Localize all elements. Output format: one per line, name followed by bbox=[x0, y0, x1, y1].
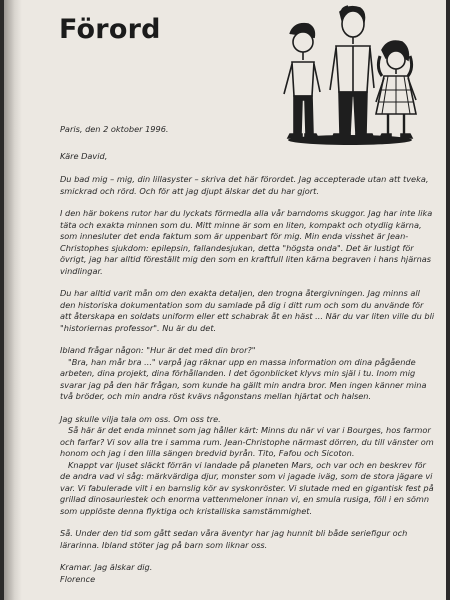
page-title: Förord bbox=[59, 14, 161, 45]
paragraph: "Bra, han mår bra ..." varpå jag räknar upp en massa information om dina pågående arbeten, dina projekt, dina förhållanden. I det ögonblicket klyvs min själ i tu. Inom mig svarar jag på den här frågan, som kunde ha gällt min andra bror. Men ingen känner mina två bröder, och min andra röst kvävs någonstans mellan hjärtat och halsen. bbox=[60, 356, 427, 401]
paragraph: Så här är det enda minnet som jag håller kärt: Minns du när vi var i Bourges, hos farmor och farfar? Vi sov alla tre i samma rum. Jean-Christophe närmast dörren, du till vänster om honom och jag i den lilla sängen bredvid byrån. Tito, Fafou och Sicoton. bbox=[60, 425, 434, 458]
foreword-body bbox=[60, 124, 436, 585]
paragraph: I den här bokens rutor har du lyckats förmedla alla vår barndoms skuggor. Jag har inte lika täta och exakta minnen som du. Mitt minne är som en liten, kompakt och otydlig kärna, som innesluter det enda faktum som är uppenbart för mig. Min enda visshet är Jean-Christophes sjukdom: epilepsin, fallandesjukan, detta "högsta onda". Det är lustigt för övrigt, jag har alltid föreställt mig den som en kraftfull liten kärna begraven i hans hjärnas vindlingar. bbox=[60, 208, 433, 276]
closing: Kramar. Jag älskar dig. bbox=[60, 562, 153, 572]
paragraph: Du har alltid varit mån om den exakta detaljen, den trogna återgivningen. Jag minns all den historiska dokumentation som du samlade på dig i ditt rum och som du använde för att återskapa en soldats uniform eller ett schabrak åt en häst ... När du var liten ville du bli "historiernas professor". Nu är du det. bbox=[60, 288, 435, 333]
paragraph: Du bad mig – mig, din lillasyster – skriva det här förordet. Jag accepterade utan att tveka, smickrad och rörd. Och för att jag djupt älskar det du har gjort. bbox=[60, 174, 429, 196]
signature: Florence bbox=[60, 573, 96, 584]
paragraph: Ibland frågar någon: "Hur är det med din bror?" bbox=[60, 345, 256, 355]
paragraph: Så. Under den tid som gått sedan våra äventyr har jag hunnit bli både seriefigur och lärarinna. Ibland stöter jag på barn som liknar oss. bbox=[60, 528, 408, 550]
salutation: Käre David, bbox=[60, 150, 108, 161]
dateline: Paris, den 2 oktober 1996. bbox=[60, 124, 169, 134]
paragraph: Jag skulle vilja tala om oss. Om oss tre. bbox=[60, 413, 221, 424]
book-page bbox=[4, 0, 446, 600]
page-gutter-shadow bbox=[4, 0, 22, 600]
paragraph: Knappt var ljuset släckt förrän vi landade på planeten Mars, och var och en beskrev för de andra vad vi såg: märkvärdiga djur, monster som vi jagade iväg, som de stora jägare vi var. Vi fabulerade vilt i en barnslig kör av syskonröster. Vi slutade med en gigantisk fest på grillad dinosauriestek och enorma vattenmeloner innan vi, en smula rusiga, föll i en sömn som upplöste denna flyktiga och kristalliska samstämmighet. bbox=[60, 459, 434, 516]
